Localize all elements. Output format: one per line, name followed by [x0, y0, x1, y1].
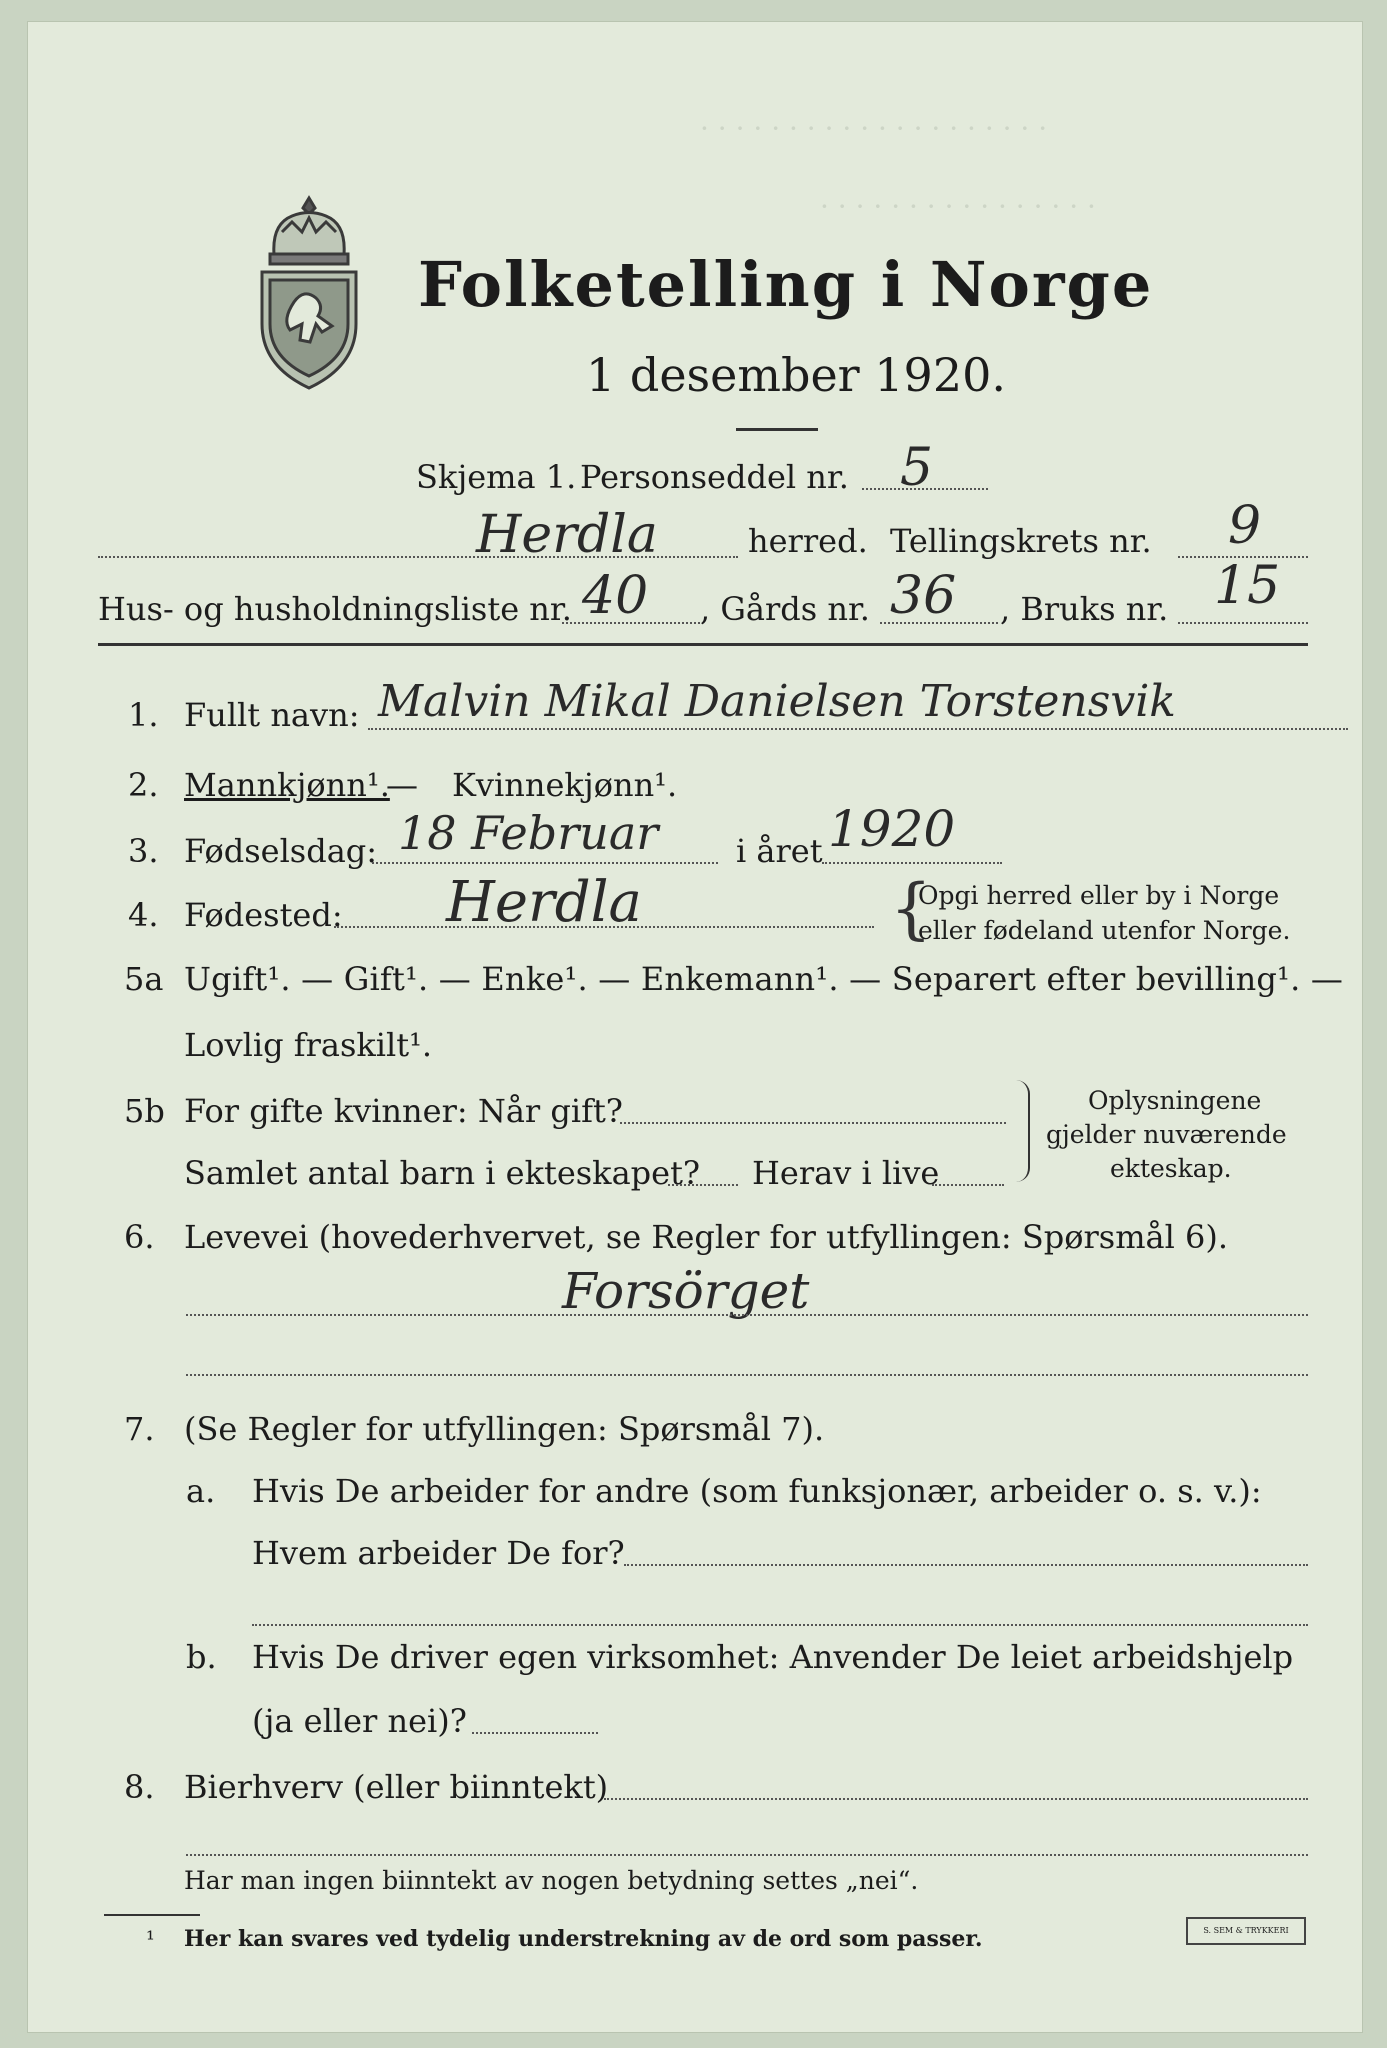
q5b-when-dots[interactable]	[620, 1122, 1006, 1124]
q5b-children-dots[interactable]	[668, 1184, 738, 1186]
q3-label: Fødselsdag:	[184, 832, 378, 870]
q3-day-dots	[372, 862, 718, 864]
gender-female-option[interactable]: Kvinnekjønn¹.	[452, 766, 678, 804]
birth-day-value[interactable]: 18 Februar	[398, 806, 659, 860]
q2-number: 2.	[128, 766, 159, 804]
q7-label: (Se Regler for utfyllingen: Spørsmål 7).	[184, 1410, 825, 1448]
bruks-label: , Bruks nr.	[1000, 590, 1169, 628]
full-name-value[interactable]: Malvin Mikal Danielsen Torstensvik	[378, 676, 1176, 727]
q6-label: Levevei (hovederhvervet, se Regler for utfyllingen: Spørsmål 6).	[184, 1218, 1229, 1256]
q5b-brace	[1014, 1080, 1030, 1182]
birth-year-value[interactable]: 1920	[828, 800, 956, 858]
q7b-line2: (ja eller nei)?	[252, 1702, 467, 1740]
q5b-alive-dots[interactable]	[932, 1184, 1004, 1186]
q5b-note-line2: gjelder nuværende	[1046, 1120, 1287, 1149]
q1-dots	[368, 728, 1348, 730]
tellingskrets-label: Tellingskrets nr.	[890, 522, 1152, 560]
q7a-letter: a.	[186, 1472, 216, 1510]
q7b-dots[interactable]	[472, 1732, 598, 1734]
title-divider	[736, 428, 818, 431]
printer-stamp: S. SEM & TRYKKERI	[1186, 1917, 1306, 1945]
q6-dots-2	[186, 1374, 1308, 1376]
bruks-dots	[1178, 622, 1308, 624]
schema-label: Skjema 1.	[416, 458, 577, 496]
q7b-line1: Hvis De driver egen virksomhet: Anvender De leiet arbeidshjelp	[252, 1638, 1294, 1676]
q7-number: 7.	[124, 1410, 155, 1448]
q7a-line1: Hvis De arbeider for andre (som funksjonær, arbeider o. s. v.):	[252, 1472, 1262, 1510]
q6-dots-1	[186, 1314, 1308, 1316]
q7a-dots-1[interactable]	[624, 1564, 1308, 1566]
marital-status-options[interactable]: Ugift¹. — Gift¹. — Enke¹. — Enkemann¹. — Separert efter bevilling¹. —	[184, 960, 1344, 998]
q7b-letter: b.	[186, 1638, 217, 1676]
footnote-divider	[104, 1914, 200, 1916]
form-title: Folketelling i Norge	[418, 248, 1154, 321]
coat-of-arms-icon	[252, 192, 366, 392]
ghost-text: · · · · · · · · · · · · · · · · · · · ·	[700, 112, 1048, 145]
q7a-line2: Hvem arbeider De for?	[252, 1534, 625, 1572]
q4-note-line2: eller fødeland utenfor Norge.	[918, 916, 1291, 945]
q8-dots-2[interactable]	[186, 1854, 1308, 1856]
q6-number: 6.	[124, 1218, 155, 1256]
hus-value[interactable]: 40	[582, 566, 649, 626]
gender-separator: —	[386, 766, 418, 804]
q8-number: 8.	[124, 1768, 155, 1806]
personseddel-label: Personseddel nr.	[580, 458, 849, 496]
q3-year-dots	[822, 862, 1002, 864]
personseddel-value[interactable]: 5	[900, 438, 934, 498]
q8-note: Har man ingen biinntekt av nogen betydning settes „nei“.	[184, 1866, 919, 1895]
q1-number: 1.	[128, 696, 159, 734]
q3-year-label: i året	[736, 832, 823, 870]
bruks-value[interactable]: 15	[1214, 556, 1281, 616]
q5b-note-line3: ekteskap.	[1110, 1154, 1232, 1183]
q4-brace: {	[890, 870, 932, 947]
q5b-alive-label: Herav i live	[752, 1154, 940, 1192]
hus-label: Hus- og husholdningsliste nr.	[98, 590, 572, 628]
q5a-number: 5a	[124, 960, 164, 998]
occupation-value[interactable]: Forsörget	[562, 1262, 810, 1320]
gender-male-option[interactable]: Mannkjønn¹.	[184, 766, 390, 804]
q3-number: 3.	[128, 832, 159, 870]
ghost-text: · · · · · · · · · · · · · · · ·	[820, 190, 1096, 223]
q5b-when-married-label: For gifte kvinner: Når gift?	[184, 1092, 623, 1130]
header-divider	[98, 643, 1308, 646]
q5b-children-label: Samlet antal barn i ekteskapet?	[184, 1154, 701, 1192]
herred-label: herred.	[748, 522, 868, 560]
census-date: 1 desember 1920.	[586, 348, 1006, 402]
birthplace-value[interactable]: Herdla	[446, 870, 642, 935]
q7a-dots-2[interactable]	[252, 1624, 1308, 1626]
q5b-note-line1: Oplysningene	[1088, 1086, 1262, 1115]
q4-label: Fødested:	[184, 896, 343, 934]
footnote-mark: ¹	[146, 1928, 155, 1953]
tellingskrets-value[interactable]: 9	[1228, 496, 1262, 556]
q8-label: Bierhverv (eller biinntekt)	[184, 1768, 609, 1806]
marital-status-option-divorced[interactable]: Lovlig fraskilt¹.	[184, 1026, 433, 1064]
q8-dots-1[interactable]	[604, 1798, 1308, 1800]
q4-note-line1: Opgi herred eller by i Norge	[918, 881, 1280, 910]
q1-label: Fullt navn:	[184, 696, 360, 734]
footnote-text: Her kan svares ved tydelig understrekning av de ord som passer.	[184, 1926, 983, 1952]
herred-value[interactable]: Herdla	[476, 505, 658, 565]
gards-value[interactable]: 36	[890, 566, 957, 626]
q5b-number: 5b	[124, 1092, 165, 1130]
gards-label: , Gårds nr.	[700, 590, 870, 628]
q4-number: 4.	[128, 896, 159, 934]
